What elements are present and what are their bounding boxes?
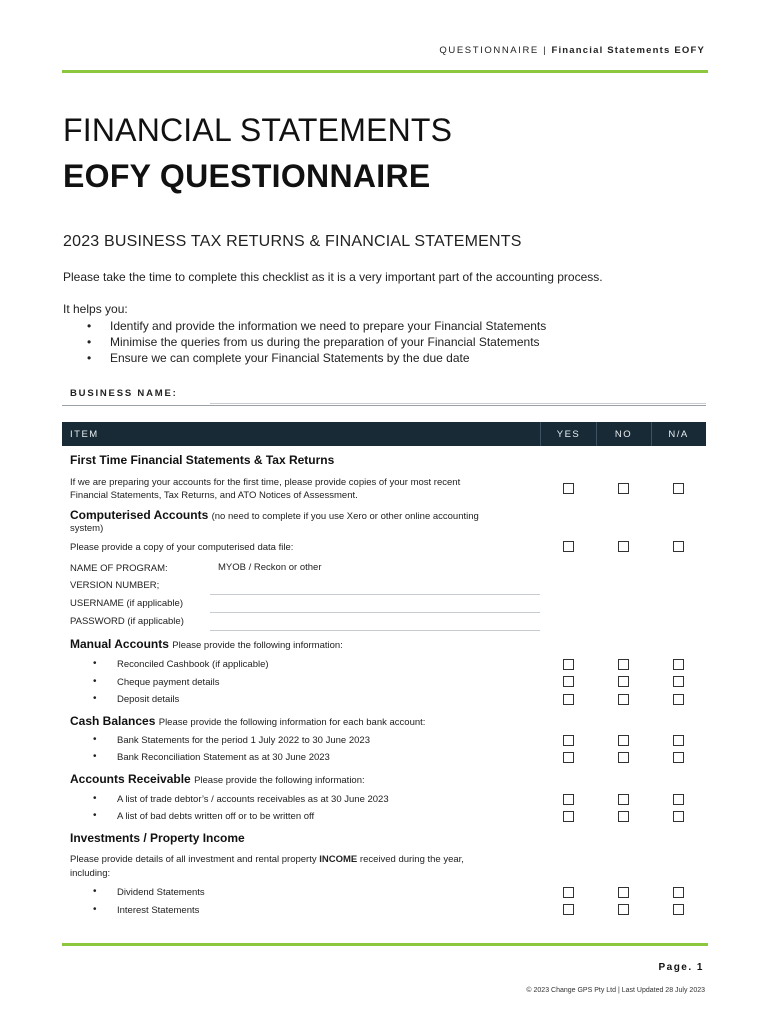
computerised-yes-checkbox[interactable]	[563, 541, 574, 552]
receivable-item: A list of bad debts written off or to be written off	[117, 811, 315, 822]
manual-note: Please provide the following information:	[172, 640, 343, 651]
computerised-na-checkbox[interactable]	[673, 541, 684, 552]
table-header	[62, 422, 706, 446]
receivable-1-na-checkbox[interactable]	[673, 794, 684, 805]
investments-text	[70, 853, 464, 866]
manual-item: Reconciled Cashbook (if applicable)	[117, 659, 269, 670]
cash-item: Bank Reconciliation Statement as at 30 June 2023	[117, 752, 330, 763]
receivable-2-na-checkbox[interactable]	[673, 811, 684, 822]
password-label: PASSWORD (if applicable)	[70, 616, 184, 627]
investments-text-2: including:	[70, 868, 111, 879]
investments-2-yes-checkbox[interactable]	[563, 904, 574, 915]
cash-1-na-checkbox[interactable]	[673, 735, 684, 746]
program-label: NAME OF PROGRAM:	[70, 563, 168, 574]
page-number: Page. 1	[658, 962, 704, 973]
first-time-na-checkbox[interactable]	[673, 483, 684, 494]
computerised-no-checkbox[interactable]	[618, 541, 629, 552]
manual-3-na-checkbox[interactable]	[673, 694, 684, 705]
computerised-note-2: system)	[70, 523, 104, 534]
username-input-line[interactable]	[210, 612, 540, 613]
bullet: •	[93, 793, 97, 804]
cash-2-no-checkbox[interactable]	[618, 752, 629, 763]
computerised-text: Please provide a copy of your computerised data file:	[70, 542, 294, 553]
receivable-title: Accounts Receivable	[70, 772, 191, 786]
investments-2-na-checkbox[interactable]	[673, 904, 684, 915]
manual-3-no-checkbox[interactable]	[618, 694, 629, 705]
investments-item: Interest Statements	[117, 905, 200, 916]
bullet: •	[93, 886, 97, 897]
business-name-label: BUSINESS NAME:	[70, 388, 178, 399]
th-no: NO	[614, 429, 633, 440]
investments-2-no-checkbox[interactable]	[618, 904, 629, 915]
manual-item: Cheque payment details	[117, 677, 220, 688]
manual-1-na-checkbox[interactable]	[673, 659, 684, 670]
investments-1-na-checkbox[interactable]	[673, 887, 684, 898]
bullet: •	[93, 693, 97, 704]
helps-you-label: It helps you:	[63, 302, 128, 316]
header-separator: |	[543, 45, 548, 56]
bullet: •	[93, 751, 97, 762]
version-label: VERSION NUMBER;	[70, 580, 160, 591]
running-header	[439, 45, 705, 56]
investments-1-no-checkbox[interactable]	[618, 887, 629, 898]
receivable-note: Please provide the following information:	[194, 775, 365, 786]
manual-1-no-checkbox[interactable]	[618, 659, 629, 670]
manual-item: Deposit details	[117, 694, 180, 705]
business-name-input-line[interactable]	[210, 403, 706, 404]
investments-text-post: received during the year,	[359, 854, 464, 865]
bullet: •	[93, 658, 97, 669]
th-na: N/A	[668, 429, 689, 440]
help-point: • Ensure we can complete your Financial Statements by the due date	[87, 350, 546, 366]
first-time-text-2: Financial Statements, Tax Returns, and ATO Notices of Assessment.	[70, 490, 358, 501]
cash-2-na-checkbox[interactable]	[673, 752, 684, 763]
intro-text: Please take the time to complete this checklist as it is a very important part of the accounting process.	[63, 270, 603, 284]
first-time-text-1: If we are preparing your accounts for the first time, please provide copies of your most recent	[70, 477, 461, 488]
th-yes: YES	[556, 429, 581, 440]
first-time-yes-checkbox[interactable]	[563, 483, 574, 494]
password-input-line[interactable]	[210, 630, 540, 631]
help-point: • Identify and provide the information we need to prepare your Financial Statements	[87, 318, 546, 334]
cash-1-no-checkbox[interactable]	[618, 735, 629, 746]
receivable-1-yes-checkbox[interactable]	[563, 794, 574, 805]
title-line-2: EOFY QUESTIONNAIRE	[63, 158, 431, 194]
receivable-2-no-checkbox[interactable]	[618, 811, 629, 822]
header-section: QUESTIONNAIRE	[439, 45, 539, 56]
receivable-2-yes-checkbox[interactable]	[563, 811, 574, 822]
header-doc-title: Financial Statements EOFY	[551, 45, 705, 56]
subtitle: 2023 BUSINESS TAX RETURNS & FINANCIAL STATEMENTS	[63, 233, 522, 250]
bullet: •	[93, 810, 97, 821]
section-computerised-title	[70, 508, 479, 522]
investments-text-bold: INCOME	[319, 854, 358, 865]
version-input-line[interactable]	[210, 594, 540, 595]
manual-2-yes-checkbox[interactable]	[563, 676, 574, 687]
receivable-item: A list of trade debtor’s / accounts receivables as at 30 June 2023	[117, 794, 389, 805]
help-points-list	[87, 318, 546, 366]
bullet: •	[93, 904, 97, 915]
investments-1-yes-checkbox[interactable]	[563, 887, 574, 898]
receivable-1-no-checkbox[interactable]	[618, 794, 629, 805]
section-investments-title: Investments / Property Income	[70, 831, 245, 845]
manual-3-yes-checkbox[interactable]	[563, 694, 574, 705]
th-item: ITEM	[70, 429, 99, 440]
business-name-rule	[62, 405, 706, 406]
first-time-no-checkbox[interactable]	[618, 483, 629, 494]
title-line-1: FINANCIAL STATEMENTS	[63, 112, 453, 148]
section-manual-title	[70, 637, 343, 651]
help-point: • Minimise the queries from us during the preparation of your Financial Statements	[87, 334, 546, 350]
manual-2-na-checkbox[interactable]	[673, 676, 684, 687]
investments-text-pre: Please provide details of all investment and rental property	[70, 854, 317, 865]
username-label: USERNAME (if applicable)	[70, 598, 183, 609]
cash-item: Bank Statements for the period 1 July 2022 to 30 June 2023	[117, 735, 370, 746]
copyright: © 2023 Change GPS Pty Ltd | Last Updated 28 July 2023	[526, 987, 705, 994]
manual-1-yes-checkbox[interactable]	[563, 659, 574, 670]
bullet: •	[93, 676, 97, 687]
computerised-note: (no need to complete if you use Xero or other online accounting	[211, 511, 479, 522]
section-receivable-title	[70, 772, 365, 786]
header-rule	[62, 70, 708, 73]
program-value: MYOB / Reckon or other	[218, 562, 322, 573]
section-cash-title	[70, 714, 425, 728]
investments-item: Dividend Statements	[117, 887, 205, 898]
cash-2-yes-checkbox[interactable]	[563, 752, 574, 763]
cash-1-yes-checkbox[interactable]	[563, 735, 574, 746]
cash-note: Please provide the following information for each bank account:	[158, 717, 426, 728]
bullet: •	[93, 734, 97, 745]
footer-rule	[62, 943, 708, 946]
computerised-title: Computerised Accounts	[70, 508, 209, 522]
section-first-time-title: First Time Financial Statements & Tax Returns	[70, 453, 335, 467]
manual-2-no-checkbox[interactable]	[618, 676, 629, 687]
manual-title: Manual Accounts	[70, 637, 169, 651]
cash-title: Cash Balances	[70, 714, 156, 728]
